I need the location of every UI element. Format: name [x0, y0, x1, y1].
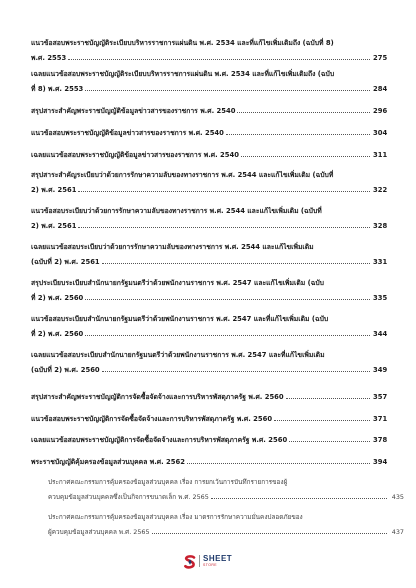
- toc-entry[interactable]: [31, 125, 387, 139]
- toc-entry-line: เฉลยแนวข้อสอบพระราชบัญญัติการจัดซื้อจัดจ้างและการบริหารพัสดุภาครัฐ พ.ศ. 2560: [31, 436, 288, 444]
- toc-page-number: 296: [373, 107, 388, 115]
- dot-leader: [187, 454, 370, 464]
- toc-entry-line: (ฉบับที่ 2) พ.ศ. 2561: [31, 258, 100, 266]
- toc-entry-line: ประกาศคณะกรรมการคุ้มครองข้อมูลส่วนบุคคล เรื่อง มาตรการรักษาความมั่นคงปลอดภัยของ: [48, 513, 303, 521]
- toc-entry[interactable]: [31, 36, 387, 64]
- toc-entry-line: แนวข้อสอบพระราชบัญญัติข้อมูลข่าวสารของราชการ พ.ศ. 2540: [31, 129, 224, 137]
- toc-entry-line: เฉลยแนวข้อสอบพระราชบัญญัติข้อมูลข่าวสารของราชการ พ.ศ. 2540: [31, 151, 239, 159]
- toc-entry-line: พ.ศ. 2553: [31, 54, 67, 62]
- toc-page-number: 437: [391, 528, 404, 536]
- toc-entry[interactable]: [31, 168, 387, 196]
- dot-leader: [237, 103, 370, 113]
- dot-leader: [289, 432, 370, 442]
- logo-wordmark: [203, 555, 232, 567]
- toc-page-number: 322: [373, 186, 388, 194]
- toc-entry-line: แนวข้อสอบระเบียบว่าด้วยการรักษาความลับของทางราชการ พ.ศ. 2544 และแก้ไขเพิ่มเติม (ฉบับที่: [31, 207, 322, 215]
- sheet-store-logo: [184, 553, 232, 569]
- toc-entry-line: แนวข้อสอบระเบียบสำนักนายกรัฐมนตรีว่าด้วยพนักงานราชการ พ.ศ. 2547 และที่แก้ไขเพิ่มเติม (ฉบับ: [31, 315, 329, 323]
- toc-entry[interactable]: [31, 204, 387, 232]
- toc-page-number: 331: [373, 258, 388, 266]
- toc-entry[interactable]: [31, 240, 387, 268]
- dot-leader: [241, 147, 370, 157]
- toc-entry-line: ประกาศคณะกรรมการคุ้มครองข้อมูลส่วนบุคคล เรื่อง การยกเว้นการบันทึกรายการของผู้: [48, 478, 288, 486]
- toc-entry-line: (ฉบับที่ 2) พ.ศ. 2560: [31, 366, 100, 374]
- toc-page-number: 304: [373, 129, 388, 137]
- logo-subtext: STORE: [203, 563, 217, 567]
- dot-leader: [274, 411, 370, 421]
- toc-entry[interactable]: [31, 432, 387, 446]
- toc-page-number: 394: [373, 458, 388, 466]
- toc-entry-line: แนวข้อสอบพระราชบัญญัติการจัดซื้อจัดจ้างและการบริหารพัสดุภาครัฐ พ.ศ. 2560: [31, 415, 273, 423]
- toc-entry[interactable]: [31, 411, 387, 425]
- toc-subentry[interactable]: [31, 475, 404, 503]
- toc-page-number: 311: [373, 151, 388, 159]
- sheet-store-s-icon: [184, 554, 196, 568]
- toc-page-number: 335: [373, 294, 388, 302]
- toc-entry[interactable]: [31, 348, 387, 376]
- toc-page-number: 344: [373, 330, 388, 338]
- dot-leader: [78, 182, 370, 192]
- toc-page-number: 378: [373, 436, 388, 444]
- toc-entry-line: สรุปสาระสำคัญพระราชบัญญัติการจัดซื้อจัดจ้างและการบริหารพัสดุภาครัฐ พ.ศ. 2560: [31, 393, 284, 401]
- toc-entry-line: พระราชบัญญัติคุ้มครองข้อมูลส่วนบุคคล พ.ศ. 2562: [31, 458, 185, 466]
- toc-page-number: 349: [373, 366, 388, 374]
- toc-entry[interactable]: [31, 67, 387, 95]
- toc-page-number: 328: [373, 222, 388, 230]
- toc-page-number: 371: [373, 415, 388, 423]
- toc-entry[interactable]: [31, 103, 387, 117]
- toc-subentry[interactable]: [31, 510, 404, 538]
- toc-entry-line: ที่ 2) พ.ศ. 2560: [31, 294, 84, 302]
- toc-entry-line: ผู้ควบคุมข้อมูลส่วนบุคคล พ.ศ. 2565: [48, 528, 150, 536]
- dot-leader: [68, 50, 370, 60]
- logo-divider: [199, 555, 200, 567]
- dot-leader: [286, 389, 370, 399]
- toc-entry-line: สรุปสาระสำคัญพระราชบัญญัติข้อมูลข่าวสารของราชการ พ.ศ. 2540: [31, 107, 236, 115]
- toc-entry-line: สรุประเบียบระเบียบสำนักนายกรัฐมนตรีว่าด้วยพนักงานราชการ พ.ศ. 2547 และแก้ไขเพิ่มเติม (ฉบับ: [31, 279, 324, 287]
- toc-entry-line: ที่ 8) พ.ศ. 2553: [31, 85, 84, 93]
- dot-leader: [85, 326, 370, 336]
- dot-leader: [102, 362, 370, 372]
- toc-page-number: 275: [373, 54, 388, 62]
- toc-entry[interactable]: [31, 312, 387, 340]
- toc-entry[interactable]: [31, 454, 387, 468]
- toc-entry-line: 2) พ.ศ. 2561: [31, 222, 77, 230]
- logo-text: SHEET: [203, 554, 233, 563]
- toc-entry-line: เฉลยแนวข้อสอบพระราชบัญญัติระเบียบบริหารราชการแผ่นดิน พ.ศ. 2534 และที่แก้ไขเพิ่มเติมถึง (ฉบับ: [31, 70, 335, 78]
- toc-entry-line: เฉลยแนวข้อสอบระเบียบสำนักนายกรัฐมนตรีว่าด้วยพนักงานราชการ พ.ศ. 2547 และที่แก้ไขเพิ่มเติม: [31, 351, 325, 359]
- toc-entry-line: แนวข้อสอบพระราชบัญญัติระเบียบบริหารราชการแผ่นดิน พ.ศ. 2534 และที่แก้ไขเพิ่มเติมถึง (ฉบับที่ 8): [31, 39, 334, 47]
- dot-leader: [78, 218, 370, 228]
- dot-leader: [152, 524, 387, 534]
- toc-entry-line: สรุปสาระสำคัญระเบียบว่าด้วยการรักษาความลับของทางราชการ พ.ศ. 2544 และแก้ไขเพิ่มเติม (ฉบับที่: [31, 171, 334, 179]
- toc-entry[interactable]: [31, 389, 387, 403]
- dot-leader: [85, 81, 370, 91]
- toc-page-number: 435: [391, 493, 404, 501]
- dot-leader: [102, 254, 370, 264]
- toc-entry-line: เฉลยแนวข้อสอบระเบียบว่าด้วยการรักษาความลับของทางราชการ พ.ศ. 2544 และแก้ไขเพิ่มเติม: [31, 243, 314, 251]
- toc-page-number: 357: [373, 393, 388, 401]
- toc-entry-line: ควบคุมข้อมูลส่วนบุคคลซึ่งเป็นกิจการขนาดเล็ก พ.ศ. 2565: [48, 493, 209, 501]
- toc-page-number: 284: [373, 85, 388, 93]
- toc-entry-line: 2) พ.ศ. 2561: [31, 186, 77, 194]
- toc-entry-line: ที่ 2) พ.ศ. 2560: [31, 330, 84, 338]
- dot-leader: [211, 489, 387, 499]
- toc-entry[interactable]: [31, 147, 387, 161]
- toc-entry[interactable]: [31, 276, 387, 304]
- dot-leader: [85, 290, 370, 300]
- dot-leader: [226, 125, 370, 135]
